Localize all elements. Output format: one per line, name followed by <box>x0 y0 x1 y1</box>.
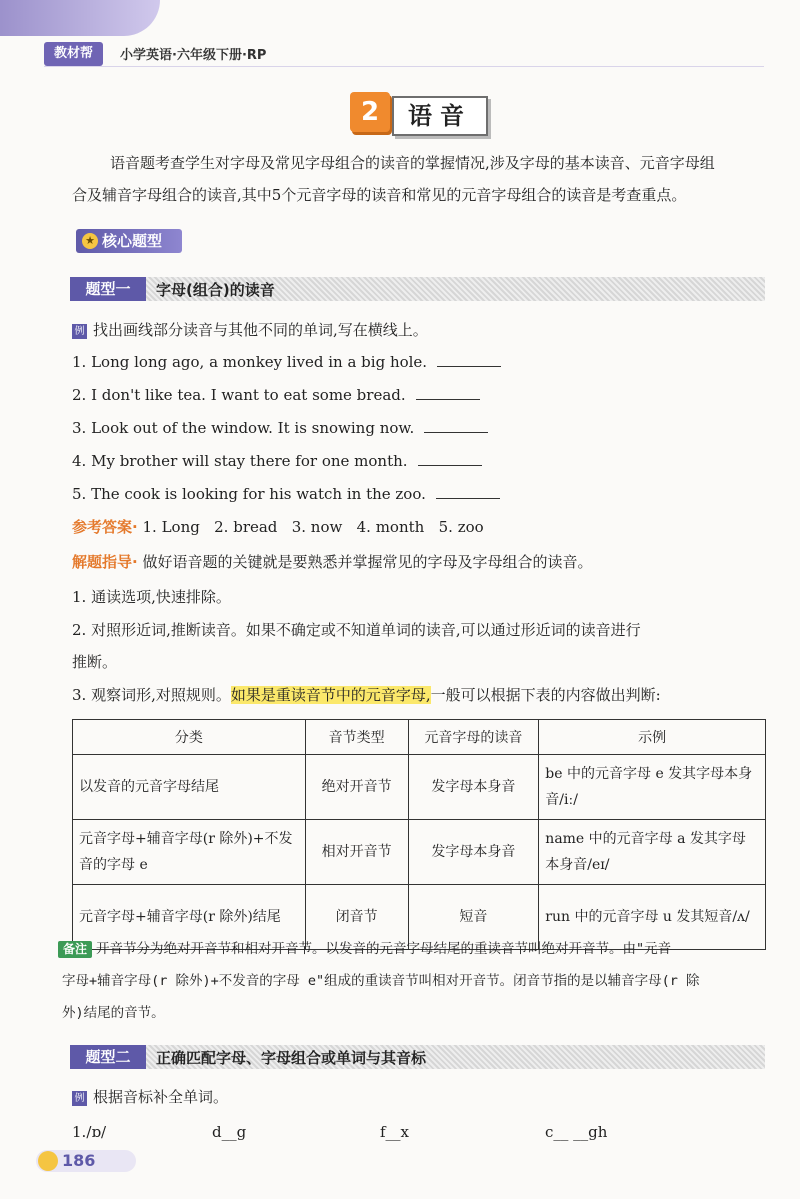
table-header: 音节类型 <box>305 720 408 755</box>
intro-line-2: 合及辅音字母组合的读音,其中5个元音字母的读音和常见的元音字母组合的读音是考查重点。 <box>72 186 687 204</box>
section-title <box>350 92 480 136</box>
table-header: 分类 <box>73 720 306 755</box>
type2-header <box>70 1045 765 1069</box>
guide-text: 做好语音题的关键就是要熟悉并掌握常见的字母及字母组合的读音。 <box>142 553 593 571</box>
core-types-label: ★ 核心题型 <box>76 229 182 253</box>
note-line-2: 字母+辅音字母(r 除外)+不发音的字母 e"组成的重读音节叫相对开音节。闭音节指的是以辅音字母(r 除 <box>62 973 700 989</box>
answer-line: 参考答案· 1. Long 2. bread 3. now 4. month 5. zoo <box>72 518 484 536</box>
section-number: 2 <box>350 92 390 132</box>
type1-header <box>70 277 765 301</box>
table-cell: 发字母本身音 <box>408 755 539 820</box>
type1-instruction: 例 找出画线部分读音与其他不同的单词,写在横线上。 <box>72 320 428 340</box>
type1-label: 题型一 <box>70 277 146 301</box>
table-cell: run 中的元音字母 u 发其短音/ʌ/ <box>539 885 766 950</box>
question-2: 2. I don't like tea. I want to eat some bread. <box>72 385 480 405</box>
table-cell: 闭音节 <box>305 885 408 950</box>
phonetic: /ɒ/ <box>86 1123 107 1141</box>
tip-2: 2. 对照形近词,推断读音。如果不确定或不知道单词的读音,可以通过形近词的读音进行 <box>72 621 641 639</box>
highlighted-text: 如果是重读音节中的元音字母, <box>230 686 431 704</box>
answer-blank[interactable] <box>424 418 488 433</box>
table-cell: 元音字母+辅音字母(r 除外)+不发音的字母 e <box>73 820 306 885</box>
answer-label: 参考答案 <box>72 518 133 536</box>
page-header <box>0 0 800 63</box>
table-cell: 元音字母+辅音字母(r 除外)结尾 <box>73 885 306 950</box>
syllable-table <box>72 719 766 950</box>
header-decoration <box>0 0 160 36</box>
type2-question-1: 1./ɒ/ <box>72 1123 107 1141</box>
answer-blank[interactable] <box>437 352 501 367</box>
tip-2-cont: 推断。 <box>72 653 118 671</box>
table-cell: name 中的元音字母 a 发其字母本身音/eɪ/ <box>539 820 766 885</box>
type2-title: 正确匹配字母、字母组合或单词与其音标 <box>156 1049 427 1067</box>
table-row <box>73 820 766 885</box>
page-number: 186 <box>36 1150 136 1172</box>
table-header-row <box>73 720 766 755</box>
sun-icon <box>38 1151 58 1171</box>
type2-instruction: 例 根据音标补全单词。 <box>72 1087 228 1107</box>
word-blank[interactable]: d__g <box>212 1123 247 1141</box>
word-blank[interactable]: c__ __gh <box>545 1123 608 1141</box>
table-cell: 相对开音节 <box>305 820 408 885</box>
table-cell: be 中的元音字母 e 发其字母本身音/iː/ <box>539 755 766 820</box>
example-icon: 例 <box>72 1091 87 1106</box>
guide-line: 解题指导· 做好语音题的关键就是要熟悉并掌握常见的字母及字母组合的读音。 <box>72 553 593 571</box>
table-cell: 短音 <box>408 885 539 950</box>
type2-label: 题型二 <box>70 1045 146 1069</box>
table-cell: 绝对开音节 <box>305 755 408 820</box>
type1-title: 字母(组合)的读音 <box>156 281 275 299</box>
section-name: 语音 <box>392 96 488 136</box>
question-4: 4. My brother will stay there for one month. <box>72 451 482 471</box>
answer-blank[interactable] <box>436 484 500 499</box>
tip-1: 1. 通读选项,快速排除。 <box>72 588 231 606</box>
table-cell: 以发音的元音字母结尾 <box>73 755 306 820</box>
answer-blank[interactable] <box>418 451 482 466</box>
intro-line-1: 语音题考查学生对字母及常见字母组合的读音的掌握情况,涉及字母的基本读音、元音字母组 <box>110 154 715 172</box>
note-line-3: 外)结尾的音节。 <box>62 1005 165 1021</box>
table-header: 元音字母的读音 <box>408 720 539 755</box>
answer-blank[interactable] <box>416 385 480 400</box>
star-icon: ★ <box>82 233 98 249</box>
tip-3: 3. 观察词形,对照规则。如果是重读音节中的元音字母,一般可以根据下表的内容做出判断: <box>72 686 661 704</box>
brand-badge: 教材帮 <box>44 42 103 66</box>
note-line-1: 备注 开音节分为绝对开音节和相对开音节。以发音的元音字母结尾的重读音节叫绝对开音节。由"元音 <box>58 935 770 964</box>
table-cell: 发字母本身音 <box>408 820 539 885</box>
example-icon: 例 <box>72 324 87 339</box>
table-header: 示例 <box>539 720 766 755</box>
question-5: 5. The cook is looking for his watch in the zoo. <box>72 484 500 504</box>
note-label: 备注 <box>58 941 92 958</box>
book-title: 小学英语·六年级下册·RP <box>120 48 267 63</box>
table-row <box>73 755 766 820</box>
question-1: 1. Long long ago, a monkey lived in a big hole. <box>72 352 501 372</box>
word-blank[interactable]: f__x <box>380 1123 410 1141</box>
guide-label: 解题指导 <box>72 553 133 571</box>
answer-text: 1. Long 2. bread 3. now 4. month 5. zoo <box>142 518 484 536</box>
header-divider <box>44 66 764 67</box>
question-3: 3. Look out of the window. It is snowing now. <box>72 418 488 438</box>
